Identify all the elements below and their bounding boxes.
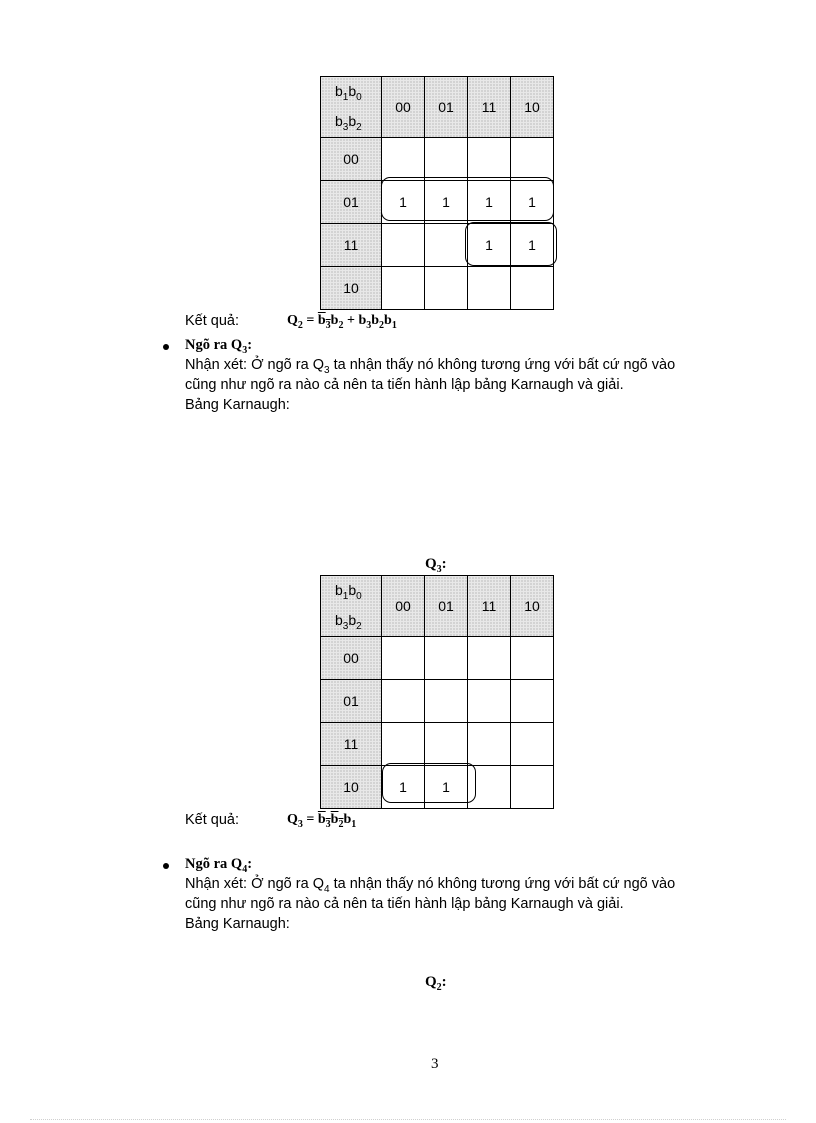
kmap-cell: 1 xyxy=(382,766,425,809)
section-q4-line1: Nhận xét: Ở ngõ ra $Q_4$ ta nhận thấy nó không tương ứng với bất cứ ngõ vào xyxy=(185,876,676,895)
kmap-cell xyxy=(425,267,468,310)
kmap-cell: 1 xyxy=(382,181,425,224)
bullet-icon xyxy=(163,344,169,350)
row-header: 11 xyxy=(321,723,382,766)
result-equation-q2: $Q_2 = b_3b_2 + b_3b_2b_1$ xyxy=(287,313,397,331)
bullet-icon xyxy=(163,863,169,869)
col-header: 10 xyxy=(511,576,554,637)
row-header: 00 xyxy=(321,138,382,181)
kmap-cell xyxy=(511,766,554,809)
kmap-cell xyxy=(382,224,425,267)
kmap-cell xyxy=(468,138,511,181)
kmap-group-square xyxy=(465,222,557,266)
kmap-cell xyxy=(425,680,468,723)
kmap-cell xyxy=(425,637,468,680)
kmap-title-q2: $Q_2$: xyxy=(425,974,447,993)
section-q4-line3: Bảng Karnaugh: xyxy=(185,916,290,932)
kmap-corner: $b_1b_0$ $b_3b_2$ xyxy=(321,576,382,637)
kmap-corner: $b_1b_0$ $b_3b_2$ xyxy=(321,77,382,138)
kmap-cell xyxy=(468,680,511,723)
kmap-cell xyxy=(425,723,468,766)
kmap-cell xyxy=(511,267,554,310)
kmap-cell: 1 xyxy=(468,181,511,224)
row-header: 10 xyxy=(321,267,382,310)
page-number: 3 xyxy=(431,1056,439,1072)
col-header: 00 xyxy=(382,77,425,138)
kmap-cell: 1 xyxy=(468,224,511,267)
page-bottom-divider xyxy=(30,1119,786,1120)
kmap-cell xyxy=(468,267,511,310)
kmap-title-q3: $Q_3$: xyxy=(425,556,447,575)
kmap-cell xyxy=(382,637,425,680)
col-header: 00 xyxy=(382,576,425,637)
kmap-cell xyxy=(382,723,425,766)
kmap-cell xyxy=(382,138,425,181)
section-heading-q3: Ngõ ra $Q_3$: xyxy=(185,337,253,356)
kmap-cell xyxy=(425,138,468,181)
kmap-cell xyxy=(382,267,425,310)
section-q3-line3: Bảng Karnaugh: xyxy=(185,397,290,413)
kmap-cell xyxy=(425,224,468,267)
col-header: 10 xyxy=(511,77,554,138)
row-header: 01 xyxy=(321,680,382,723)
result-label: Kết quả: xyxy=(185,812,240,828)
row-header: 10 xyxy=(321,766,382,809)
row-header: 00 xyxy=(321,637,382,680)
kmap-cell xyxy=(511,637,554,680)
row-header: 01 xyxy=(321,181,382,224)
kmap-cell xyxy=(511,138,554,181)
kmap-cell: 1 xyxy=(425,181,468,224)
section-q3-line1: Nhận xét: Ở ngõ ra $Q_3$ ta nhận thấy nó không tương ứng với bất cứ ngõ vào xyxy=(185,357,676,376)
col-header: 11 xyxy=(468,77,511,138)
kmap-cell xyxy=(468,637,511,680)
kmap-cell xyxy=(511,680,554,723)
section-q4-line2: cũng như ngõ ra nào cả nên ta tiến hành lập bảng Karnaugh và giải. xyxy=(185,896,624,912)
row-header: 11 xyxy=(321,224,382,267)
col-header: 01 xyxy=(425,77,468,138)
col-header: 01 xyxy=(425,576,468,637)
section-q3-line2: cũng như ngõ ra nào cả nên ta tiến hành lập bảng Karnaugh và giải. xyxy=(185,377,624,393)
kmap-cell xyxy=(511,723,554,766)
section-heading-q4: Ngõ ra $Q_4$: xyxy=(185,856,253,875)
col-header: 11 xyxy=(468,576,511,637)
kmap-cell xyxy=(468,723,511,766)
kmap-group-row-10 xyxy=(382,763,476,803)
kmap-group-row-01 xyxy=(381,177,554,221)
result-label: Kết quả: xyxy=(185,313,240,329)
kmap-cell: 1 xyxy=(511,224,554,267)
result-equation-q3: $Q_3 = b_3b_2b_1$ xyxy=(287,812,357,830)
kmap-cell: 1 xyxy=(425,766,468,809)
kmap-cell xyxy=(382,680,425,723)
kmap-cell: 1 xyxy=(511,181,554,224)
